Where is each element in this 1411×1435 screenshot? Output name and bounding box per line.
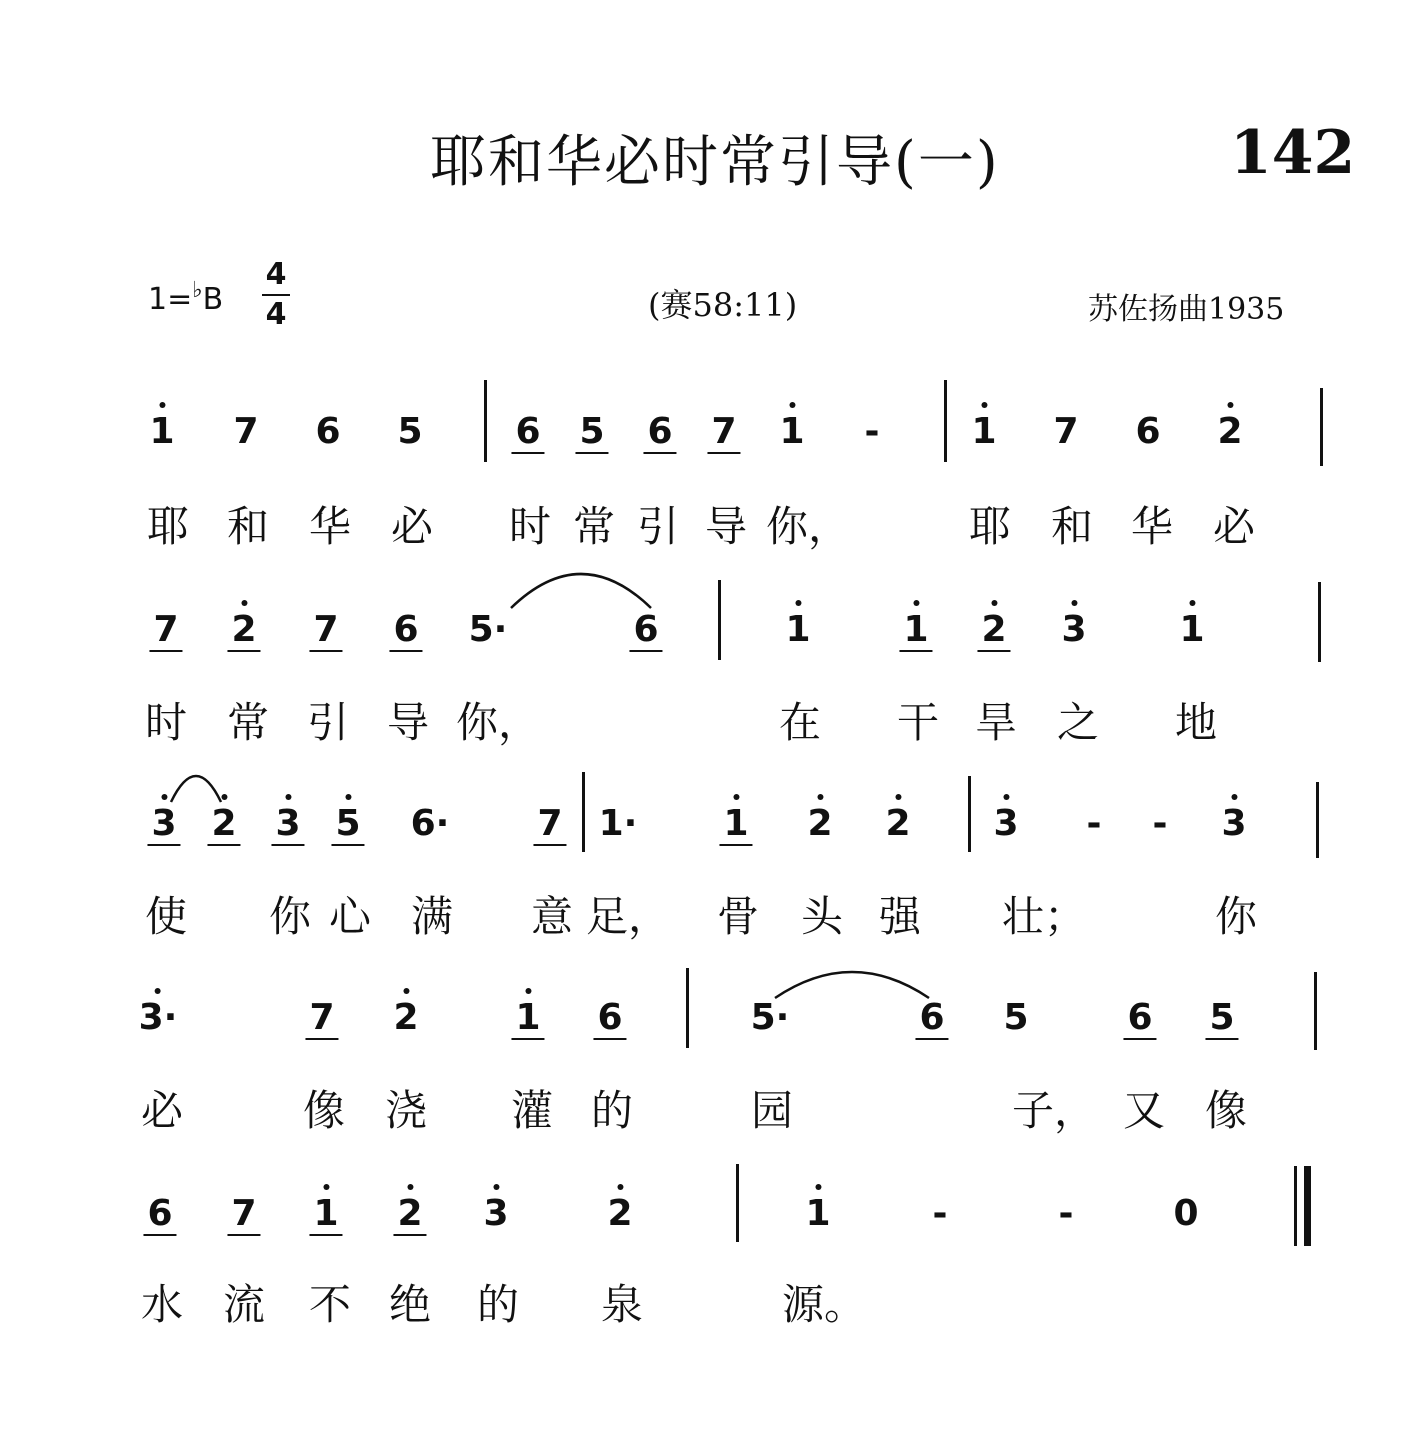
lyric-syllable: 时	[508, 502, 552, 551]
lyric-syllable: 头	[800, 892, 844, 941]
note: 5	[579, 411, 605, 452]
lyric-syllable: 华	[308, 502, 352, 551]
lyric-syllable: 满	[410, 892, 454, 941]
note: 7	[233, 411, 259, 452]
lyric-syllable: 引	[636, 502, 680, 551]
slur-arc	[510, 572, 652, 610]
lyric-syllable: 常	[226, 698, 270, 747]
note: 5·	[750, 997, 790, 1038]
lyric-syllable: 的	[590, 1086, 634, 1135]
lyric-syllable: 绝	[388, 1280, 432, 1329]
lyric-syllable: 和	[226, 502, 270, 551]
note: 6	[515, 411, 541, 452]
note: 1·	[598, 803, 638, 844]
note: 7	[231, 1193, 257, 1234]
note: 2	[885, 804, 910, 844]
note: 6	[633, 609, 659, 650]
lyric-syllable: 不	[308, 1280, 352, 1329]
lyric-syllable: 常	[572, 502, 616, 551]
note: 6·	[410, 803, 450, 844]
slur-arc	[170, 774, 222, 804]
note: 0	[1173, 1193, 1199, 1234]
hymn-number: 142	[1230, 118, 1356, 188]
final-bar-thin	[1294, 1166, 1297, 1246]
time-signature	[262, 256, 290, 334]
note: 7	[1053, 411, 1079, 452]
lyric-syllable: 你	[1214, 892, 1258, 941]
lyric-syllable: 的	[476, 1280, 520, 1329]
composer-credit: 苏佐扬曲1935	[1088, 292, 1285, 327]
lyric-syllable: 地	[1174, 698, 1218, 747]
time-signature-bottom: 4	[262, 294, 290, 334]
lyric-syllable: 园	[750, 1086, 794, 1135]
lyric-syllable: 必	[1212, 502, 1256, 551]
lyric-syllable: 水	[140, 1280, 184, 1329]
note: 5	[335, 804, 360, 844]
note: 5	[1209, 997, 1235, 1038]
lyric-syllable: 你，	[765, 502, 851, 551]
note: 1	[971, 412, 996, 452]
lyric-syllable: 足，	[585, 892, 671, 941]
note: 3	[1221, 804, 1246, 844]
note: 1	[779, 412, 804, 452]
note: -	[1058, 1193, 1074, 1234]
lyric-syllable: 使	[144, 892, 188, 941]
note: 6	[597, 997, 623, 1038]
note: 3	[1061, 610, 1086, 650]
lyric-syllable: 像	[302, 1086, 346, 1135]
lyric-syllable: 导	[704, 502, 748, 551]
lyric-syllable: 旱	[974, 698, 1018, 747]
lyric-syllable: 灌	[510, 1086, 554, 1135]
note: 6	[647, 411, 673, 452]
lyric-syllable: 你，	[455, 698, 541, 747]
lyric-syllable: 耶	[146, 502, 190, 551]
note: 6	[1135, 411, 1161, 452]
lyric-syllable: 像	[1204, 1086, 1248, 1135]
note: 2	[211, 804, 236, 844]
note: 7	[309, 997, 335, 1038]
time-signature-top: 4	[265, 257, 287, 292]
bar-line	[484, 380, 487, 462]
note: 2	[393, 998, 418, 1038]
note: 1	[313, 1194, 338, 1234]
bar-line	[582, 772, 585, 852]
note: 6	[147, 1193, 173, 1234]
note: 3	[151, 804, 176, 844]
lyric-syllable: 泉	[600, 1280, 644, 1329]
lyric-syllable: 流	[222, 1280, 266, 1329]
note: 2	[1217, 412, 1242, 452]
lyric-syllable: 必	[390, 502, 434, 551]
lyric-syllable: 和	[1050, 502, 1094, 551]
bar-line	[736, 1164, 739, 1242]
note: 3	[275, 804, 300, 844]
note: 7	[711, 411, 737, 452]
note: 7	[537, 803, 563, 844]
note: 1	[515, 998, 540, 1038]
note: -	[932, 1193, 948, 1234]
lyric-syllable: 源。	[781, 1280, 867, 1329]
note: 1	[805, 1194, 830, 1234]
lyric-syllable: 意	[530, 892, 574, 941]
bar-line	[944, 380, 947, 462]
lyric-syllable: 干	[896, 698, 940, 747]
note: 2	[981, 610, 1006, 650]
hymn-title: 耶和华必时常引导(一)	[430, 130, 1000, 195]
note: 5	[397, 411, 423, 452]
lyric-syllable: 耶	[968, 502, 1012, 551]
note: 2	[807, 804, 832, 844]
key-signature	[148, 278, 224, 317]
lyric-syllable: 在	[778, 698, 822, 747]
note: 2	[231, 610, 256, 650]
lyric-syllable: 时	[144, 698, 188, 747]
note: 7	[153, 609, 179, 650]
lyric-syllable: 你	[268, 892, 312, 941]
note: 2	[397, 1194, 422, 1234]
lyric-syllable: 引	[306, 698, 350, 747]
lyric-syllable: 心	[328, 892, 372, 941]
note: 3·	[139, 998, 178, 1038]
bar-line	[718, 580, 721, 660]
note: 6	[919, 997, 945, 1038]
note: 1	[723, 804, 748, 844]
bar-line	[1314, 972, 1317, 1050]
note: 6	[1127, 997, 1153, 1038]
lyric-syllable: 必	[140, 1086, 184, 1135]
lyric-syllable: 又	[1122, 1086, 1166, 1135]
lyric-syllable: 之	[1056, 698, 1100, 747]
note: 1	[785, 610, 810, 650]
bar-line	[968, 776, 971, 852]
note: -	[1086, 803, 1102, 844]
note: 2	[607, 1194, 632, 1234]
key-note: B	[202, 282, 224, 317]
final-bar-thick	[1304, 1166, 1311, 1246]
note: 1	[149, 412, 174, 452]
bar-line	[686, 968, 689, 1048]
flat-sign: ♭	[192, 278, 203, 303]
note: 3	[483, 1194, 508, 1234]
lyric-syllable: 浇	[384, 1086, 428, 1135]
note: -	[864, 411, 880, 452]
note: 5	[1003, 997, 1029, 1038]
bar-line	[1318, 582, 1321, 662]
note: 1	[903, 610, 928, 650]
note: 5·	[468, 609, 508, 650]
lyric-syllable: 壮；	[1001, 892, 1087, 941]
note: 6	[315, 411, 341, 452]
note: -	[1152, 803, 1168, 844]
slur-arc	[774, 970, 930, 1000]
lyric-syllable: 导	[386, 698, 430, 747]
note: 6	[393, 609, 419, 650]
note: 7	[313, 609, 339, 650]
note: 3	[993, 804, 1018, 844]
bar-line	[1316, 782, 1319, 858]
lyric-syllable: 子，	[1011, 1086, 1097, 1135]
lyric-syllable: 强	[878, 892, 922, 941]
scripture-reference: (赛58:11)	[648, 286, 798, 324]
key-prefix: 1=	[148, 282, 193, 317]
lyric-syllable: 华	[1130, 502, 1174, 551]
lyric-syllable: 骨	[716, 892, 760, 941]
note: 1	[1179, 610, 1204, 650]
bar-line	[1320, 388, 1323, 466]
